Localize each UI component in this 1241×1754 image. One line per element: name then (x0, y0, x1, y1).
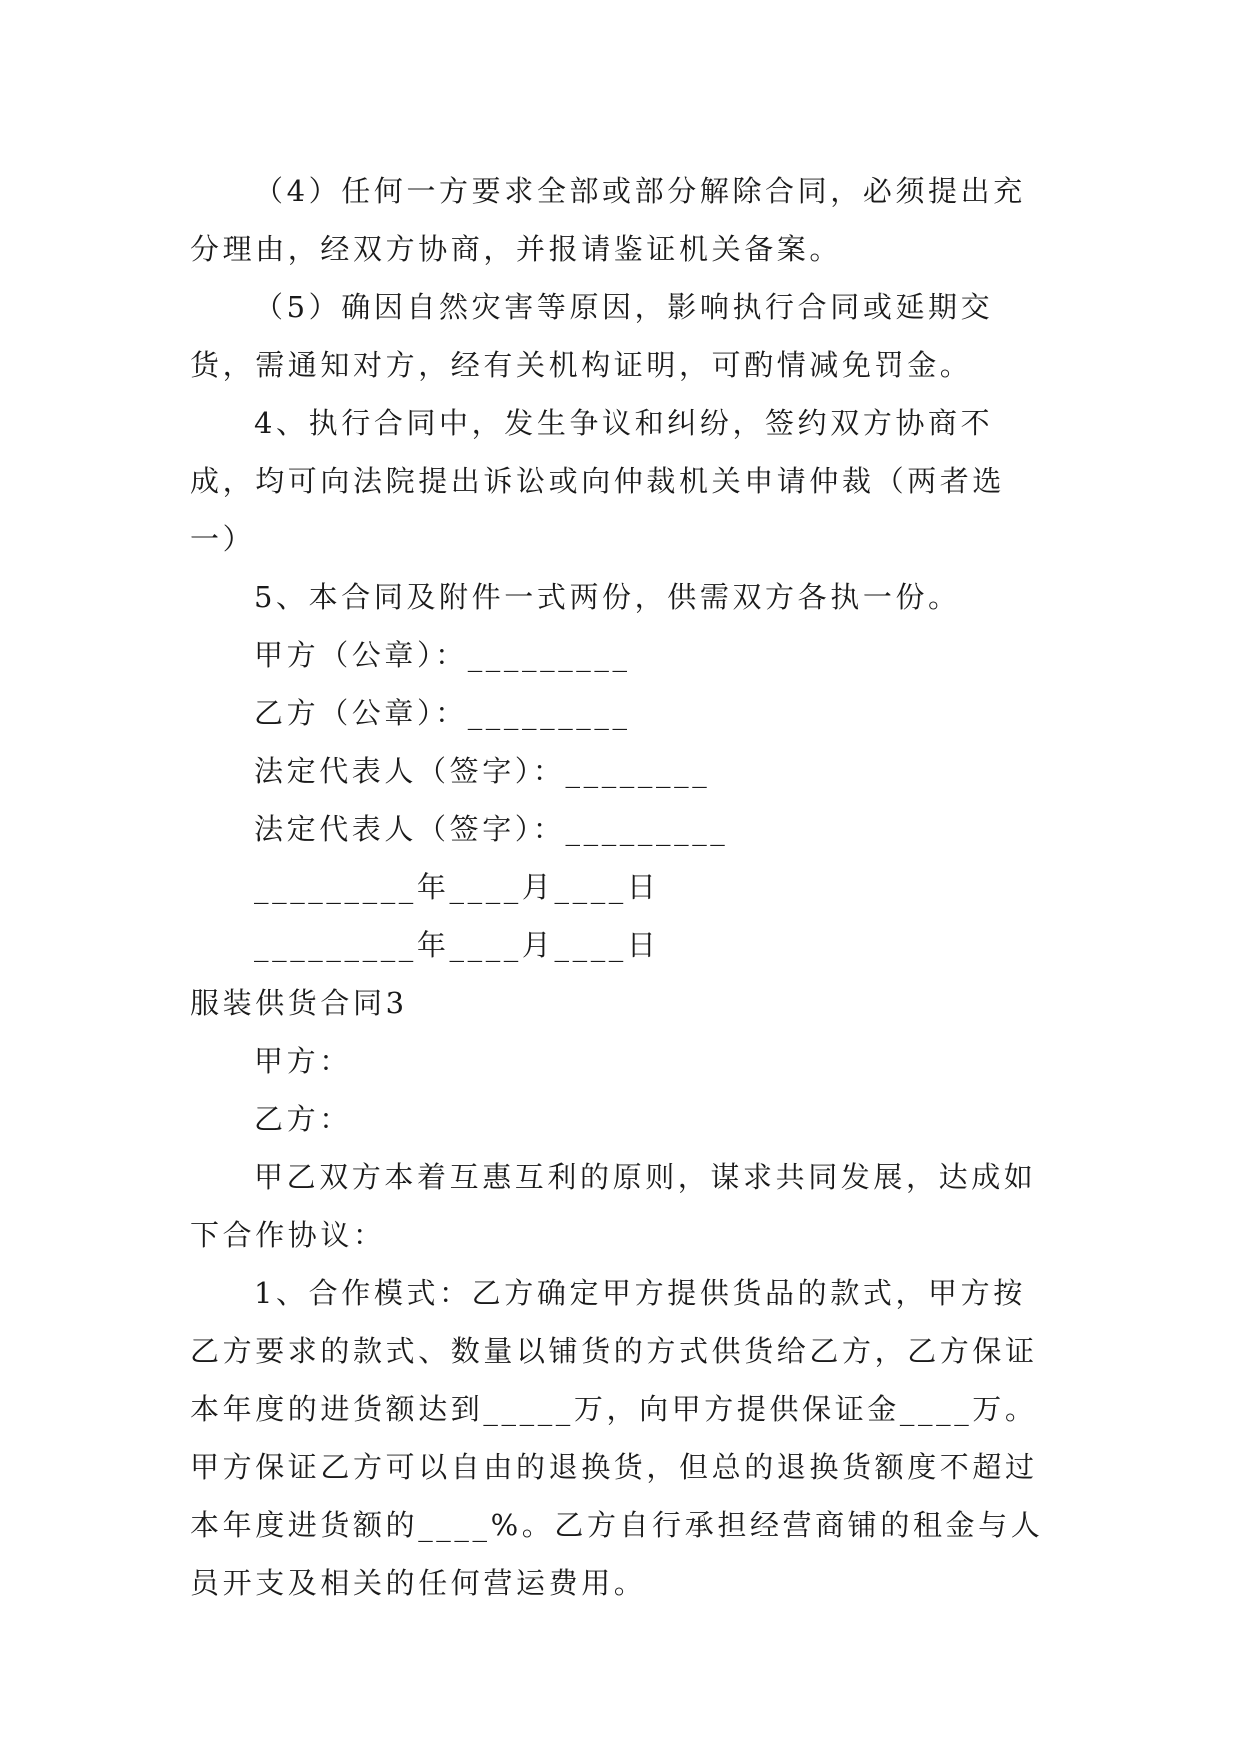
legal-rep-signature-field: 法定代表人（签字）：________ (254, 754, 711, 788)
clause-dispute-resolution: 4、执行合同中，发生争议和纠纷，签约双方协商不成，均可向法院提出诉讼或向仲裁机关申请仲裁（两者选一） (190, 406, 1006, 556)
clause-5-force-majeure: （5）确因自然灾害等原因，影响执行合同或延期交货，需通知对方，经有关机构证明，可酌情减免罚金。 (190, 290, 994, 382)
agreement-intro: 甲乙双方本着互惠互利的原则，谋求共同发展，达成如下合作协议： (190, 1160, 1037, 1252)
date-field: _________年____月____日 (254, 870, 660, 904)
legal-rep-signature-field: 法定代表人（签字）：_________ (254, 812, 729, 846)
document-body (190, 162, 1050, 1612)
clause-4-termination: （4）任何一方要求全部或部分解除合同，必须提出充分理由，经双方协商，并报请鉴证机关备案。 (190, 174, 1026, 266)
party-b-label: 乙方： (254, 1102, 352, 1136)
section-title: 服装供货合同3 (190, 986, 408, 1020)
party-a-seal-field: 甲方（公章）：_________ (254, 638, 631, 672)
date-field: _________年____月____日 (254, 928, 660, 962)
clause-copies: 5、本合同及附件一式两份，供需双方各执一份。 (254, 580, 961, 614)
party-b-seal-field: 乙方（公章）：_________ (254, 696, 631, 730)
clause-1-cooperation-mode: 1、合作模式：乙方确定甲方提供货品的款式，甲方按乙方要求的款式、数量以铺货的方式供货给乙方，乙方保证本年度的进货额达到_____万，向甲方提供保证金____万。甲方保证乙方可以自由的退换货，但总的退换货额度不超过本年度进货额的____%。乙方自行承担经营商铺的租金与人员开支及相关的任何营运费用。 (190, 1276, 1044, 1600)
party-a-label: 甲方： (254, 1044, 352, 1078)
